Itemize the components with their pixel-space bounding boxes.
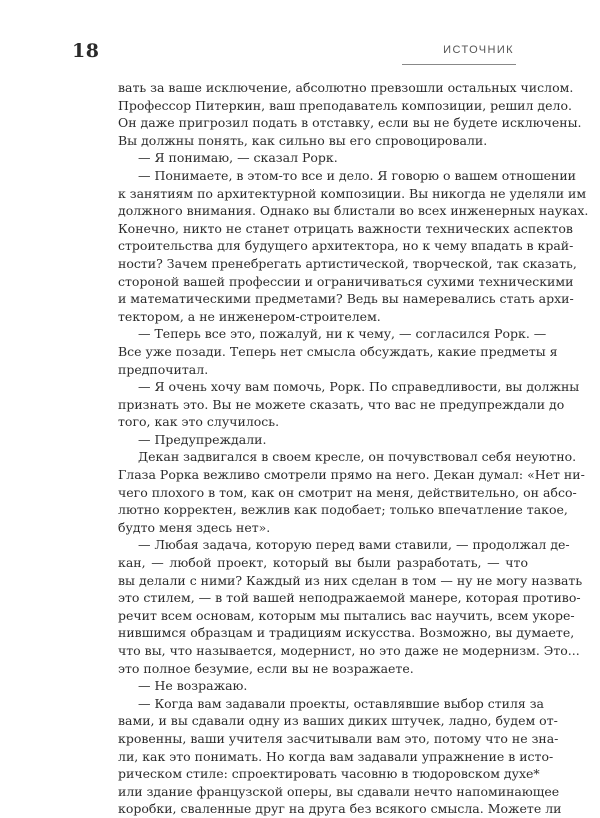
text-line: коробки, сваленные друг на друга без всякого смысла. Можете ли bbox=[118, 801, 562, 817]
text-line: вы делали с ними? Каждый из них сделан в том — ну не могу назвать bbox=[118, 572, 583, 588]
text-line: — Любая задача, которую перед вами ставили, — продолжал де- bbox=[138, 537, 570, 553]
text-line: — Я очень хочу вам помочь, Рорк. По справедливости, вы должны bbox=[138, 379, 580, 395]
text-line: признать это. Вы не можете сказать, что вас не предупреждали до bbox=[118, 396, 565, 412]
text-line: кан, — любой проект, который вы были разработать, — что bbox=[118, 555, 528, 571]
text-line: Все уже позади. Теперь нет смысла обсуждать, какие предметы я bbox=[118, 343, 558, 359]
text-line: или здание французской оперы, вы сдавали нечто напоминающее bbox=[118, 783, 560, 799]
text-line: кровенны, ваши учителя засчитывали вам это, потому что не зна- bbox=[118, 730, 559, 746]
text-line: рическом стиле: спроектировать часовню в тюдоровском духе* bbox=[118, 766, 540, 782]
text-line: Глаза Рорка вежливо смотрели прямо на него. Декан думал: «Нет ни- bbox=[118, 467, 585, 483]
text-line: Конечно, никто не станет отрицать важности технических аспектов bbox=[118, 220, 573, 236]
text-line: чего плохого в том, как он смотрит на меня, действительно, он абсо- bbox=[118, 484, 577, 500]
text-line: того, как это случилось. bbox=[118, 414, 280, 430]
text-line: строительства для будущего архитектора, но к чему впадать в край- bbox=[118, 238, 574, 254]
text-line: будто меня здесь нет». bbox=[118, 519, 271, 535]
text-line: Профессор Питеркин, ваш преподаватель композиции, решил дело. bbox=[118, 97, 572, 113]
text-line: — Я понимаю, — сказал Рорк. bbox=[138, 150, 338, 166]
text-line: — Теперь все это, пожалуй, ни к чему, — согласился Рорк. — bbox=[138, 326, 547, 342]
text-line: вами, и вы сдавали одну из ваших диких штучек, ладно, будем от- bbox=[118, 713, 558, 729]
text-line: к занятиям по архитектурной композиции. Вы никогда не уделяли им bbox=[118, 185, 587, 201]
text-line: нившимся образцам и традициям искусства. Возможно, вы думаете, bbox=[118, 625, 575, 641]
text-line: ности? Зачем пренебрегать артистической, творческой, так сказать, bbox=[118, 255, 577, 271]
text-line: вать за ваше исключение, абсолютно превзошли остальных числом. bbox=[118, 80, 574, 95]
text-line: лютно корректен, вежлив как подобает; только впечатление такое, bbox=[118, 502, 568, 518]
text-line: тектором, а не инженером-строителем. bbox=[118, 308, 381, 324]
text-line: речит всем основам, которым мы пытались вас научить, всем укоре- bbox=[118, 607, 575, 623]
page-number: 18 bbox=[72, 40, 100, 62]
text-line: стороной вашей профессии и ограничиваться сухими техническими bbox=[118, 273, 574, 289]
text-line: предпочитал. bbox=[118, 361, 209, 377]
text-line: это стилем, — в той вашей неподражаемой манере, которая противо- bbox=[118, 590, 581, 606]
text-line: Вы должны понять, как сильно вы его спровоцировали. bbox=[118, 132, 488, 148]
text-line: — Не возражаю. bbox=[138, 678, 248, 694]
running-title: ИСТОЧНИК bbox=[443, 44, 514, 56]
text-line: — Когда вам задавали проекты, оставлявшие выбор стиля за bbox=[138, 695, 545, 711]
header-rule bbox=[402, 64, 516, 65]
text-line: — Предупреждали. bbox=[138, 431, 267, 447]
body-text bbox=[118, 79, 589, 818]
text-line: это полное безумие, если вы не возражаете. bbox=[118, 660, 414, 676]
text-line: и математическими предметами? Ведь вы намеревались стать архи- bbox=[118, 291, 574, 307]
text-line: что вы, что называется, модернист, но это даже не модернизм. Это... bbox=[118, 643, 580, 658]
text-line: ли, как это понимать. Но когда вам задавали упражнение в исто- bbox=[118, 748, 554, 764]
text-line: Декан задвигался в своем кресле, он почувствовал себя неуютно. bbox=[138, 449, 577, 465]
text-line: должного внимания. Однако вы блистали во всех инженерных науках. bbox=[118, 203, 589, 219]
text-line: — Понимаете, в этом-то все и дело. Я говорю о вашем отношении bbox=[138, 167, 577, 183]
text-line: Он даже пригрозил подать в отставку, если вы не будете исключены. bbox=[118, 115, 582, 131]
